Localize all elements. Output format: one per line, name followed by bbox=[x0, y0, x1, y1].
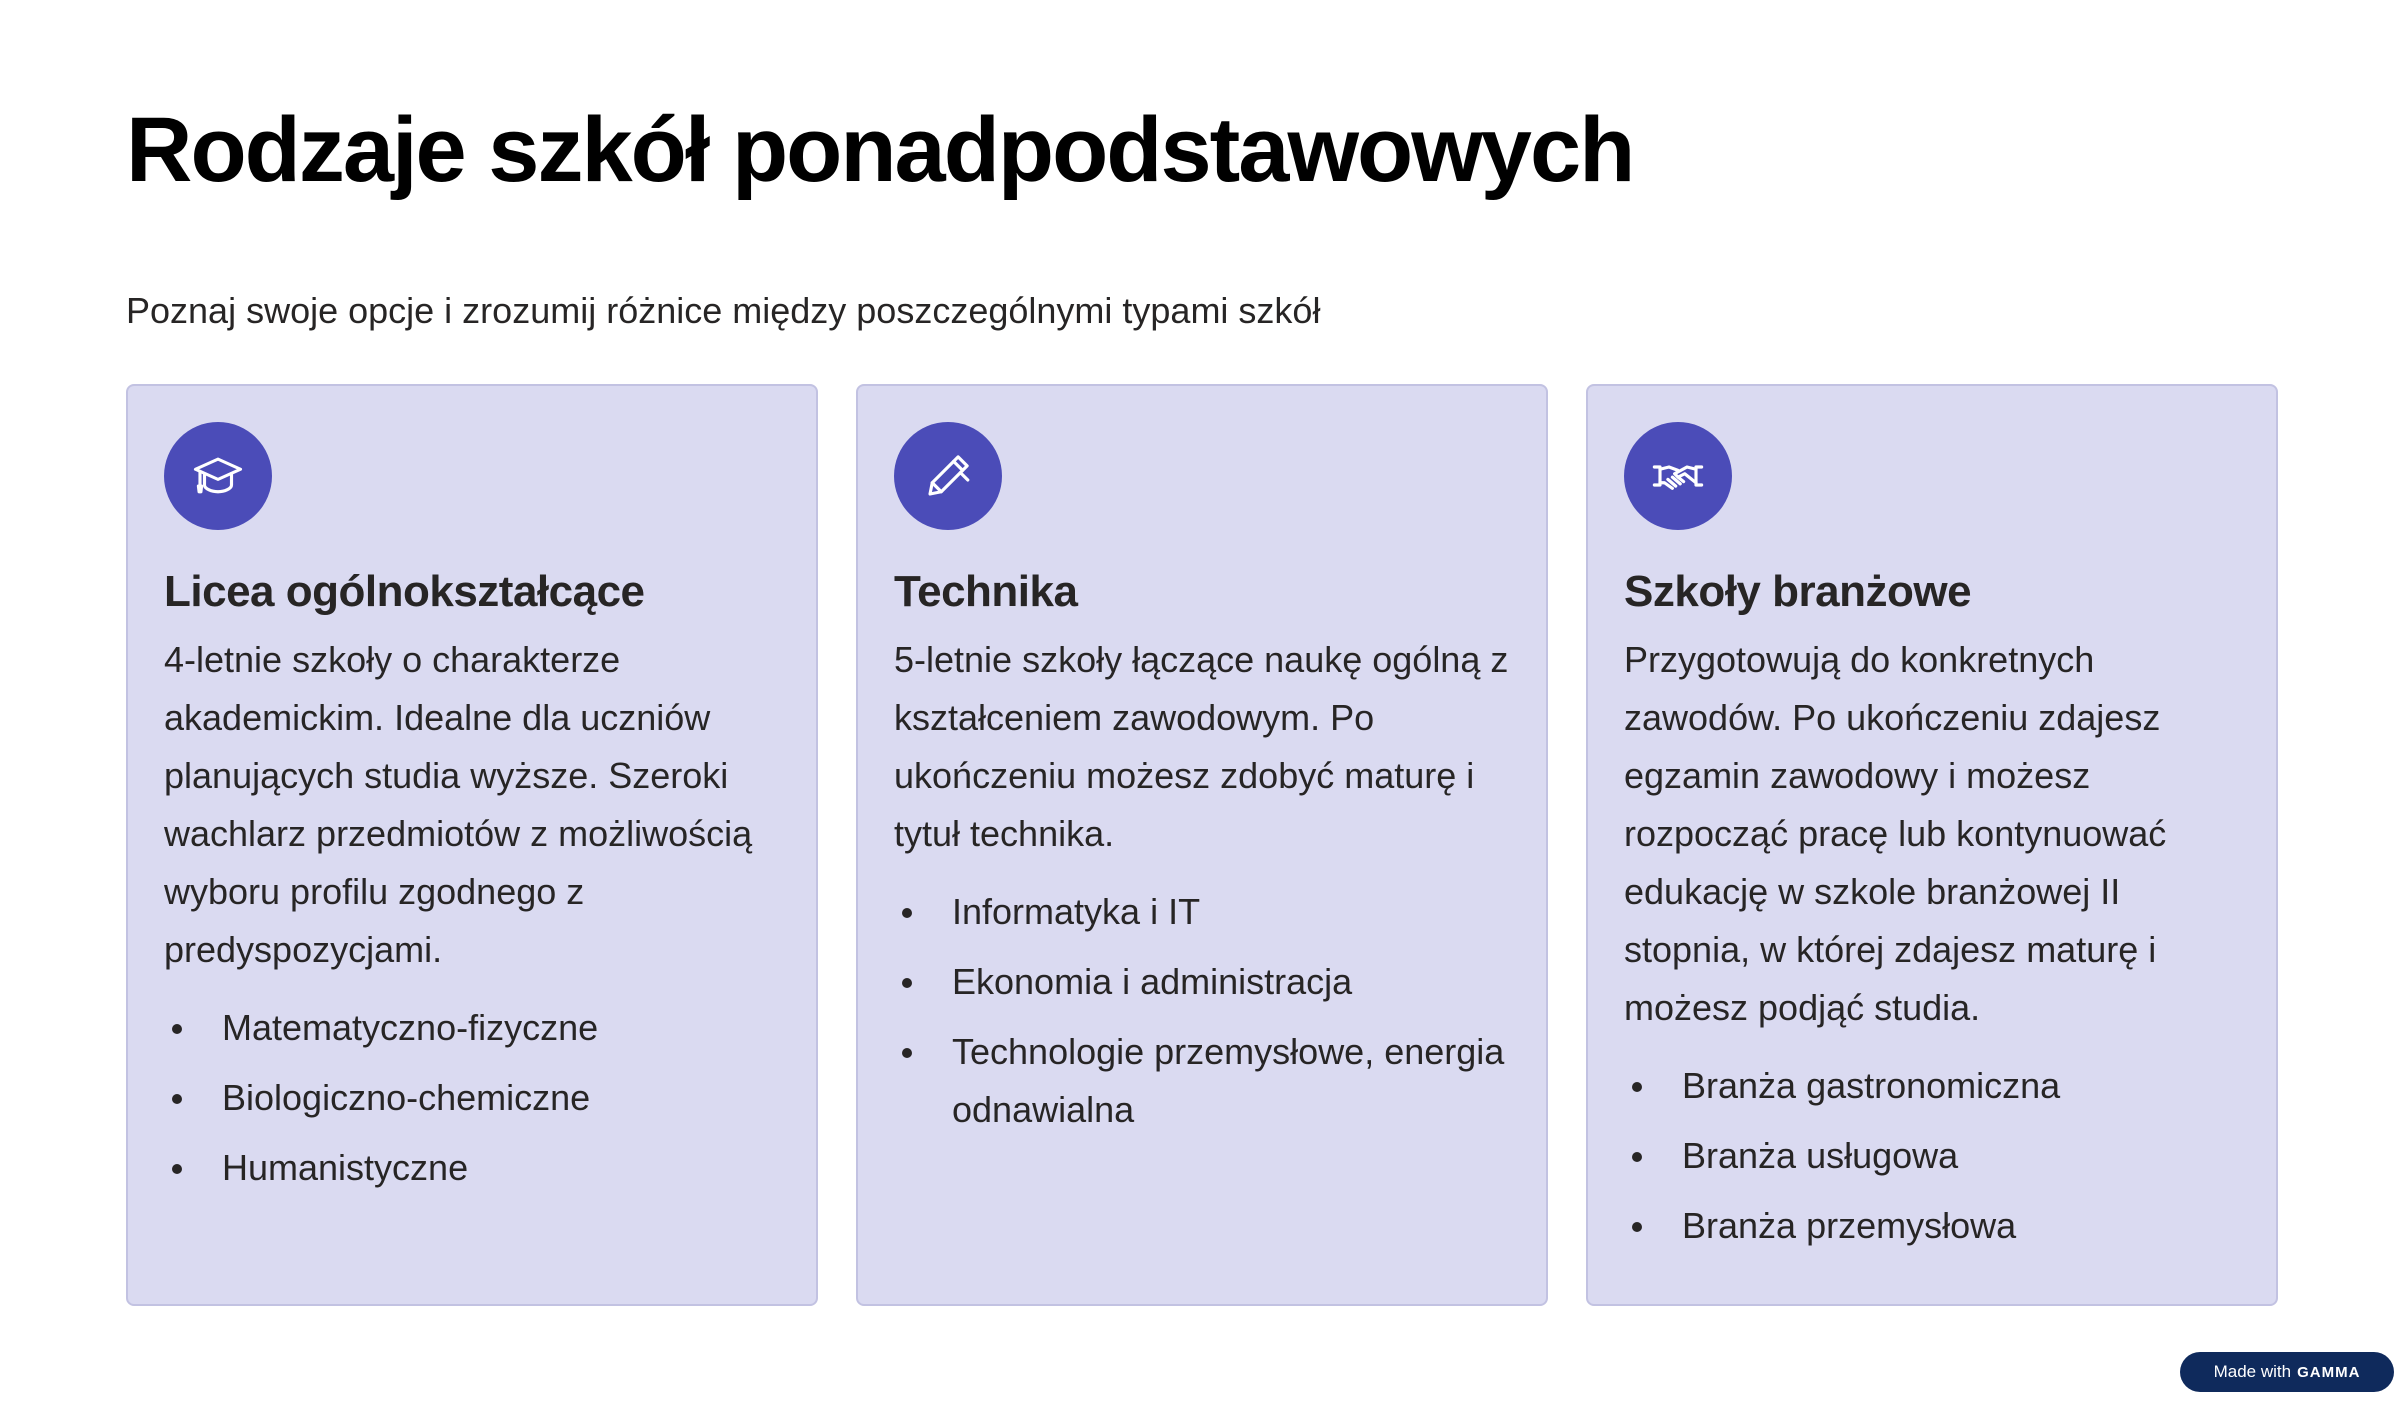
list-item: Matematyczno-fizyczne bbox=[164, 999, 780, 1057]
card-list bbox=[1624, 1057, 2240, 1255]
card-szkoly-branzowe bbox=[1586, 384, 2278, 1306]
icon-badge bbox=[164, 422, 272, 530]
icon-badge bbox=[1624, 422, 1732, 530]
card-list bbox=[894, 883, 1510, 1139]
icon-badge bbox=[894, 422, 1002, 530]
made-with-gamma-badge[interactable] bbox=[2180, 1352, 2394, 1392]
card-description: 5-letnie szkoły łączące naukę ogólną z kształceniem zawodowym. Po ukończeniu możesz zdobyć maturę i tytuł technika. bbox=[894, 638, 1509, 854]
page-title: Rodzaje szkół ponadpodstawowych bbox=[126, 99, 1634, 201]
badge-prefix: Made with bbox=[2213, 1362, 2292, 1381]
card-description: 4-letnie szkoły o charakterze akademickim. Idealne dla uczniów planujących studia wyższe. Szeroki wachlarz przedmiotów z możliwością wyboru profilu zgodnego z predyspozycjami. bbox=[164, 638, 753, 970]
list-item: Branża usługowa bbox=[1624, 1127, 2240, 1185]
list-item: Branża gastronomiczna bbox=[1624, 1057, 2240, 1115]
list-item: Humanistyczne bbox=[164, 1139, 780, 1197]
card-technika bbox=[856, 384, 1548, 1306]
card-title: Szkoły branżowe bbox=[1624, 567, 1972, 616]
graduation-cap-icon bbox=[191, 449, 245, 503]
list-item: Biologiczno-chemiczne bbox=[164, 1069, 780, 1127]
page-subtitle: Poznaj swoje opcje i zrozumij różnice między poszczególnymi typami szkół bbox=[126, 290, 1321, 331]
card-title: Technika bbox=[894, 567, 1078, 616]
pencil-icon bbox=[921, 449, 975, 503]
list-item: Technologie przemysłowe, energia odnawialna bbox=[894, 1023, 1510, 1139]
card-licea bbox=[126, 384, 818, 1306]
gamma-logo: GAMMA bbox=[2297, 1363, 2361, 1381]
card-title: Licea ogólnokształcące bbox=[164, 567, 645, 616]
card-description: Przygotowują do konkretnych zawodów. Po ukończeniu zdajesz egzamin zawodowy i możesz rozpocząć pracę lub kontynuować edukację w szkole branżowej II stopnia, w której zdajesz maturę i możesz podjąć studia. bbox=[1624, 638, 2167, 1028]
list-item: Informatyka i IT bbox=[894, 883, 1510, 941]
list-item: Ekonomia i administracja bbox=[894, 953, 1510, 1011]
list-item: Branża przemysłowa bbox=[1624, 1197, 2240, 1255]
card-list bbox=[164, 999, 780, 1197]
handshake-icon bbox=[1651, 449, 1705, 503]
